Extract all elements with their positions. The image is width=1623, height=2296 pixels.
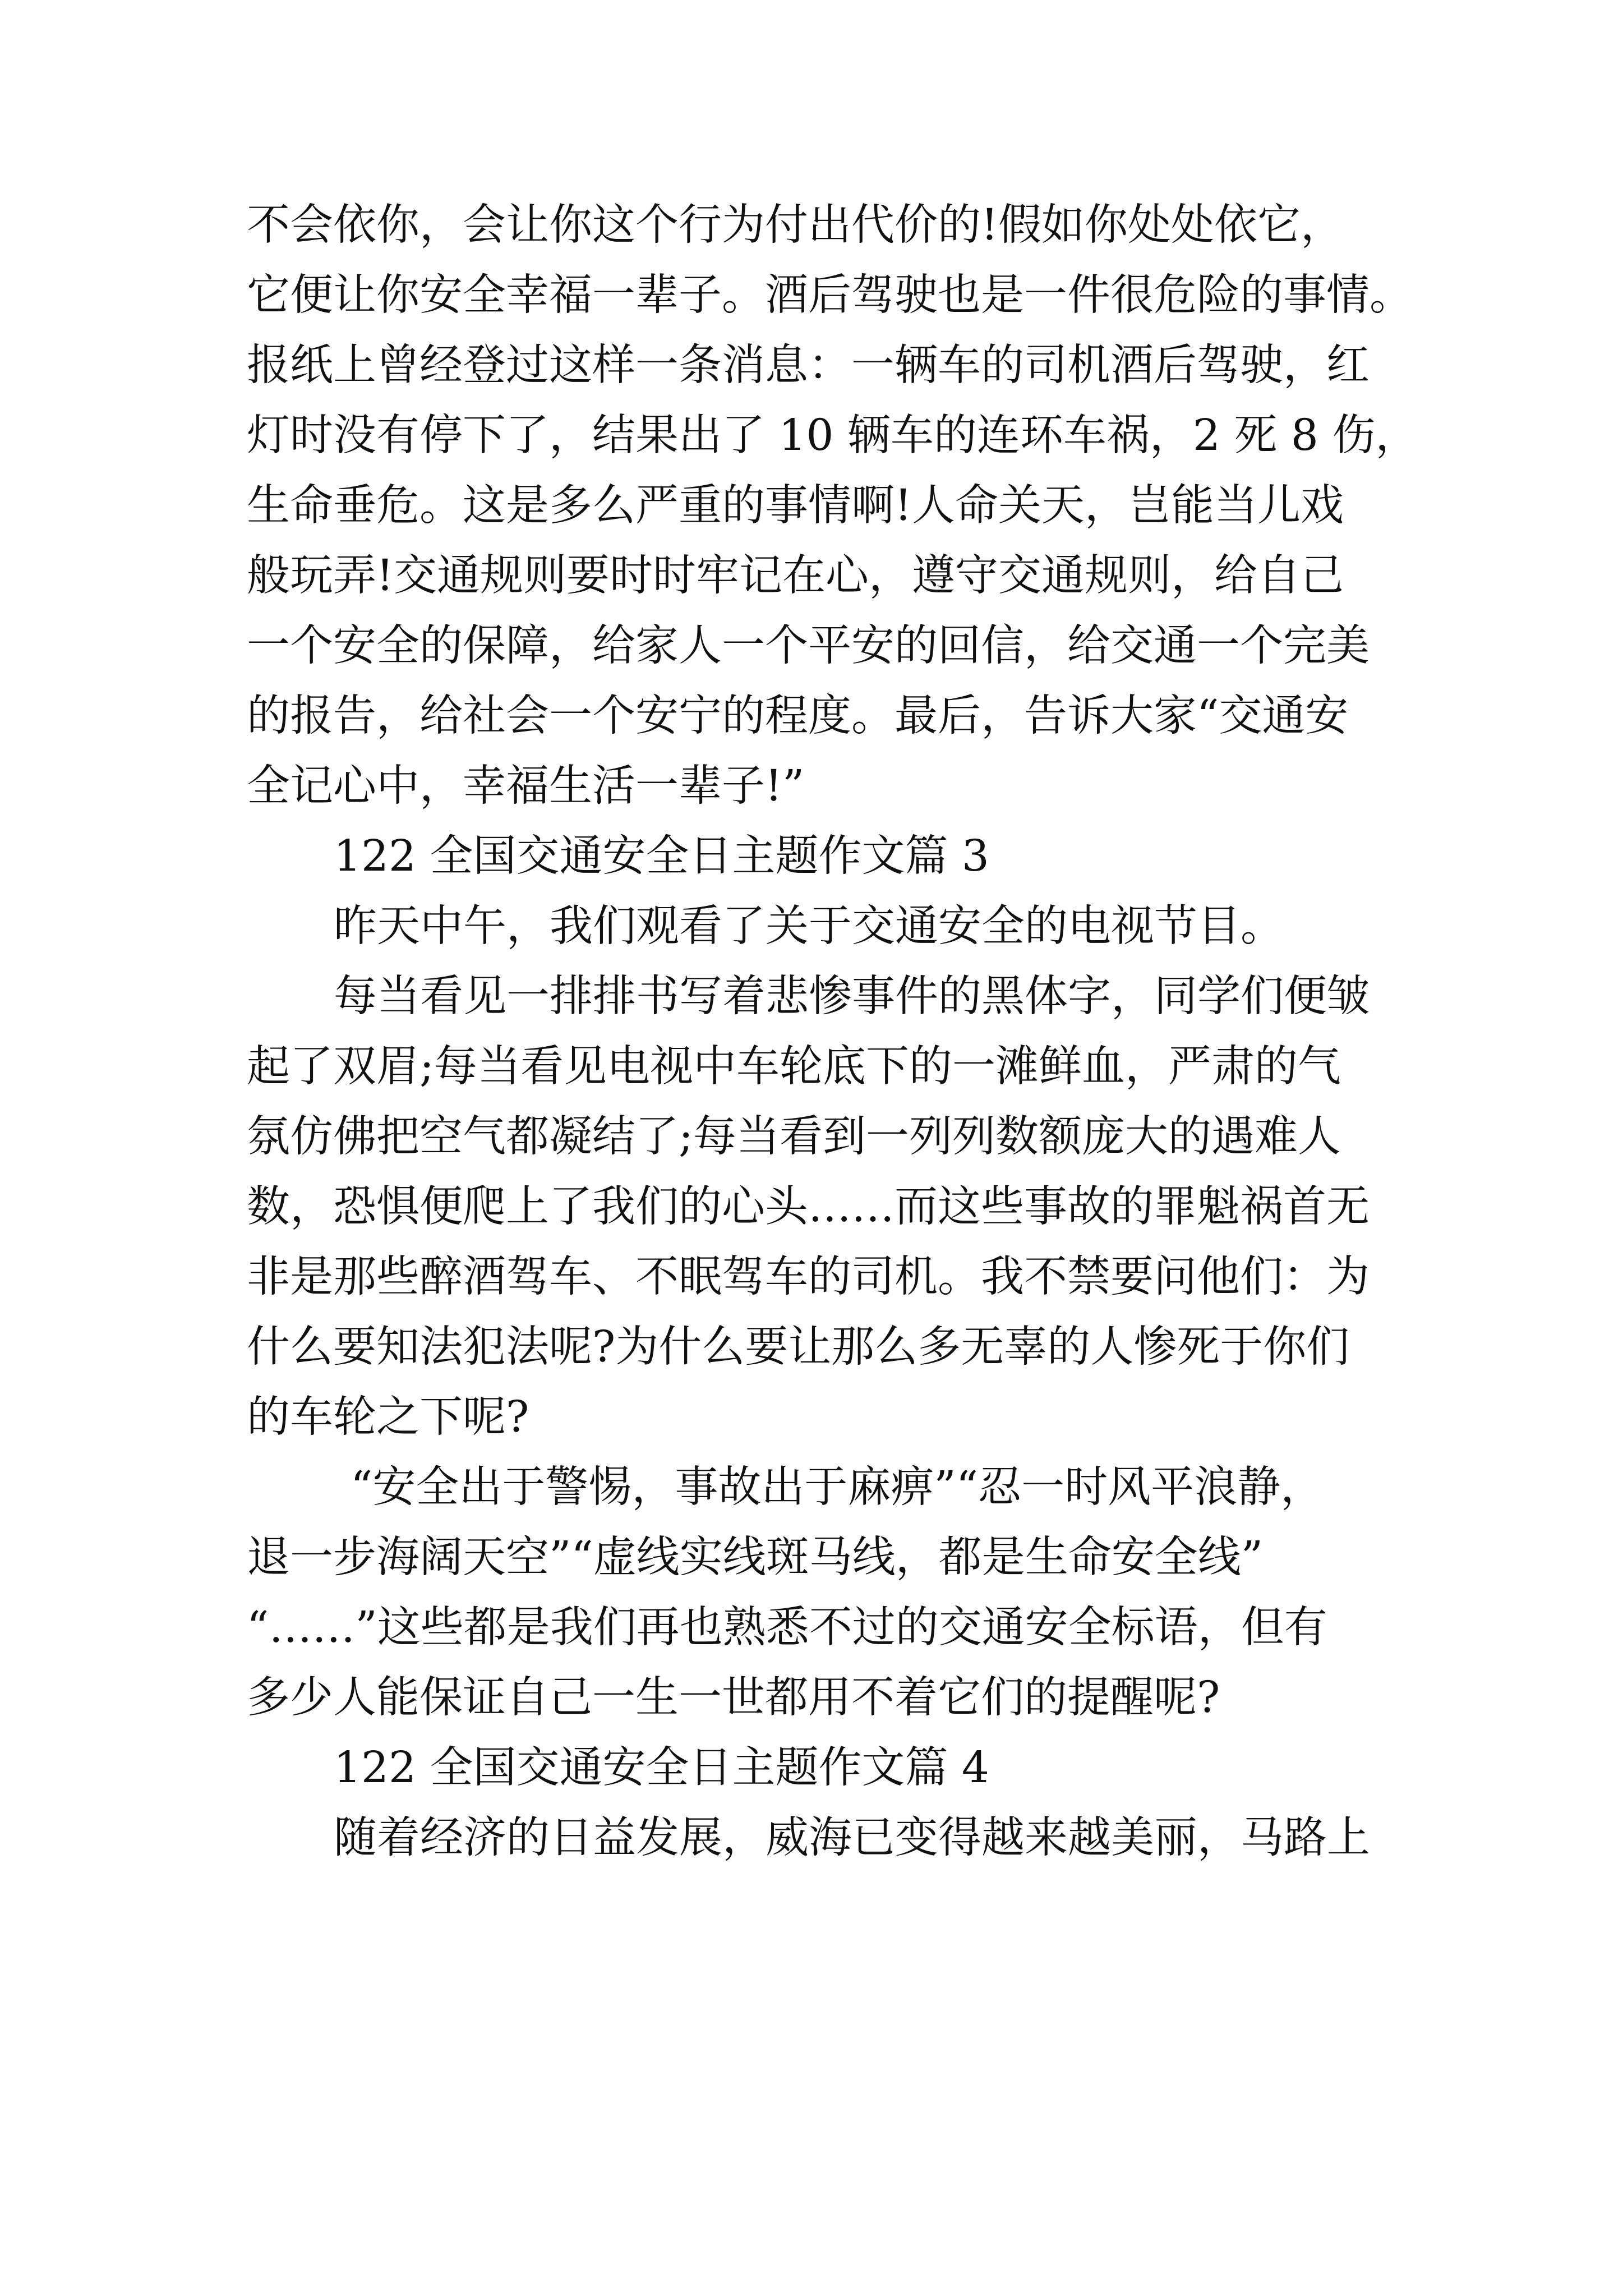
- text-line: “……”这些都是我们再也熟悉不过的交通安全标语，但有: [247, 1603, 1327, 1653]
- text-line: 什么要知法犯法呢?为什么要让那么多无辜的人惨死于你们: [247, 1322, 1350, 1372]
- text-line: 起了双眉;每当看见电视中车轮底下的一滩鲜血，严肃的气: [247, 1042, 1341, 1092]
- text-line: 的车轮之下呢?: [247, 1392, 529, 1442]
- section-heading: 122 全国交通安全日主题作文篇 4: [334, 1743, 989, 1793]
- text-line: 般玩弄!交通规则要时时牢记在心，遵守交通规则，给自己: [247, 551, 1344, 601]
- text-line: 氛仿佛把空气都凝结了;每当看到一列列数额庞大的遇难人: [247, 1112, 1341, 1162]
- text-line: 报纸上曾经登过这样一条消息：一辆车的司机酒后驾驶，红: [247, 341, 1370, 390]
- paragraph-start: 每当看见一排排书写着悲惨事件的黑体字，同学们便皱: [334, 972, 1370, 1022]
- text-line: 多少人能保证自己一生一世都用不着它们的提醒呢?: [247, 1673, 1220, 1723]
- paragraph-start: “安全出于警惕，事故出于麻痹”“忍一时风平浪静，: [351, 1462, 1324, 1512]
- text-line: 非是那些醉酒驾车、不眠驾车的司机。我不禁要问他们：为: [247, 1252, 1370, 1302]
- text-line: 一个安全的保障，给家人一个平安的回信，给交通一个完美: [247, 621, 1370, 671]
- text-line: 退一步海阔天空”“虚线实线斑马线，都是生命安全线”: [247, 1533, 1264, 1582]
- text-line: 全记心中，幸福生活一辈子!”: [247, 761, 805, 811]
- paragraph-start: 随着经济的日益发展，威海已变得越来越美丽，马路上: [334, 1813, 1370, 1863]
- text-line: 不会依你，会让你这个行为付出代价的!假如你处处依它，: [247, 200, 1344, 250]
- text-line: 生命垂危。这是多么严重的事情啊!人命关天，岂能当儿戏: [247, 481, 1344, 531]
- text-line: 灯时没有停下了，结果出了 10 辆车的连环车祸，2 死 8 伤，: [247, 411, 1419, 461]
- paragraph-start: 昨天中午，我们观看了关于交通安全的电视节目。: [334, 901, 1284, 951]
- text-line: 它便让你安全幸福一辈子。酒后驾驶也是一件很危险的事情。: [247, 270, 1413, 320]
- text-line: 的报告，给社会一个安宁的程度。最后，告诉大家“交通安: [247, 691, 1349, 741]
- text-line: 数，恐惧便爬上了我们的心头……而这些事故的罪魁祸首无: [247, 1182, 1370, 1232]
- section-heading: 122 全国交通安全日主题作文篇 3: [334, 831, 989, 881]
